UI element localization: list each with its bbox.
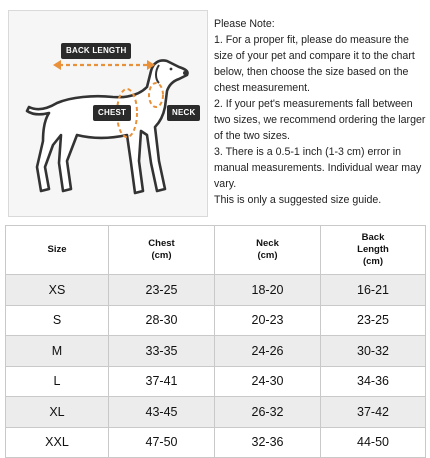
cell-back: 23-25 (321, 305, 426, 336)
table-row (6, 336, 426, 367)
cell-neck: 32-36 (215, 427, 321, 458)
header-size (6, 226, 109, 275)
header-back-line3: (cm) (362, 256, 384, 267)
size-chart-table (5, 225, 426, 458)
top-section (0, 0, 430, 222)
cell-size: L (6, 366, 109, 397)
header-chest (109, 226, 215, 275)
cell-size: XS (6, 275, 109, 306)
cell-back: 30-32 (321, 336, 426, 367)
cell-chest: 43-45 (109, 397, 215, 428)
header-chest-line1: Chest (148, 238, 175, 249)
back-length-label: BACK LENGTH (61, 43, 131, 59)
header-size-text: Size (47, 244, 67, 255)
cell-chest: 47-50 (109, 427, 215, 458)
cell-chest: 37-41 (109, 366, 215, 397)
header-back-length (321, 226, 426, 275)
header-neck-line2: (cm) (257, 250, 278, 261)
table-row (6, 305, 426, 336)
note-item-1: 1. For a proper fit, please do measure the size of your pet and compare it to the chart below, then choose the size based on the chest measurement. (214, 34, 415, 94)
cell-neck: 24-26 (215, 336, 321, 367)
note-item-2: 2. If your pet's measurements fall between two sizes, we recommend ordering the larger of the two sizes. (214, 98, 426, 142)
header-back-line2: Length (357, 244, 389, 255)
cell-neck: 18-20 (215, 275, 321, 306)
cell-chest: 33-35 (109, 336, 215, 367)
cell-neck: 20-23 (215, 305, 321, 336)
note-item-3: 3. There is a 0.5-1 inch (1-3 cm) error in manual measurements. Individual wear may vary. (214, 146, 422, 190)
notes-heading: Please Note: (214, 18, 275, 30)
header-back-line1: Back (361, 232, 385, 243)
notes-footer: This is only a suggested size guide. (214, 194, 382, 206)
cell-size: M (6, 336, 109, 367)
table-row (6, 275, 426, 306)
cell-back: 34-36 (321, 366, 426, 397)
cell-neck: 26-32 (215, 397, 321, 428)
table-header-row (6, 226, 426, 275)
table-row (6, 366, 426, 397)
table-row (6, 427, 426, 458)
size-notes (214, 16, 426, 208)
header-neck-line1: Neck (256, 238, 279, 249)
cell-chest: 28-30 (109, 305, 215, 336)
dog-measurement-illustration (8, 10, 208, 217)
cell-back: 44-50 (321, 427, 426, 458)
cell-chest: 23-25 (109, 275, 215, 306)
chest-label: CHEST (93, 105, 131, 121)
cell-back: 16-21 (321, 275, 426, 306)
table-row (6, 397, 426, 428)
neck-label: NECK (167, 105, 200, 121)
cell-neck: 24-30 (215, 366, 321, 397)
cell-size: XXL (6, 427, 109, 458)
cell-back: 37-42 (321, 397, 426, 428)
cell-size: S (6, 305, 109, 336)
header-chest-line2: (cm) (151, 250, 172, 261)
header-neck (215, 226, 321, 275)
cell-size: XL (6, 397, 109, 428)
